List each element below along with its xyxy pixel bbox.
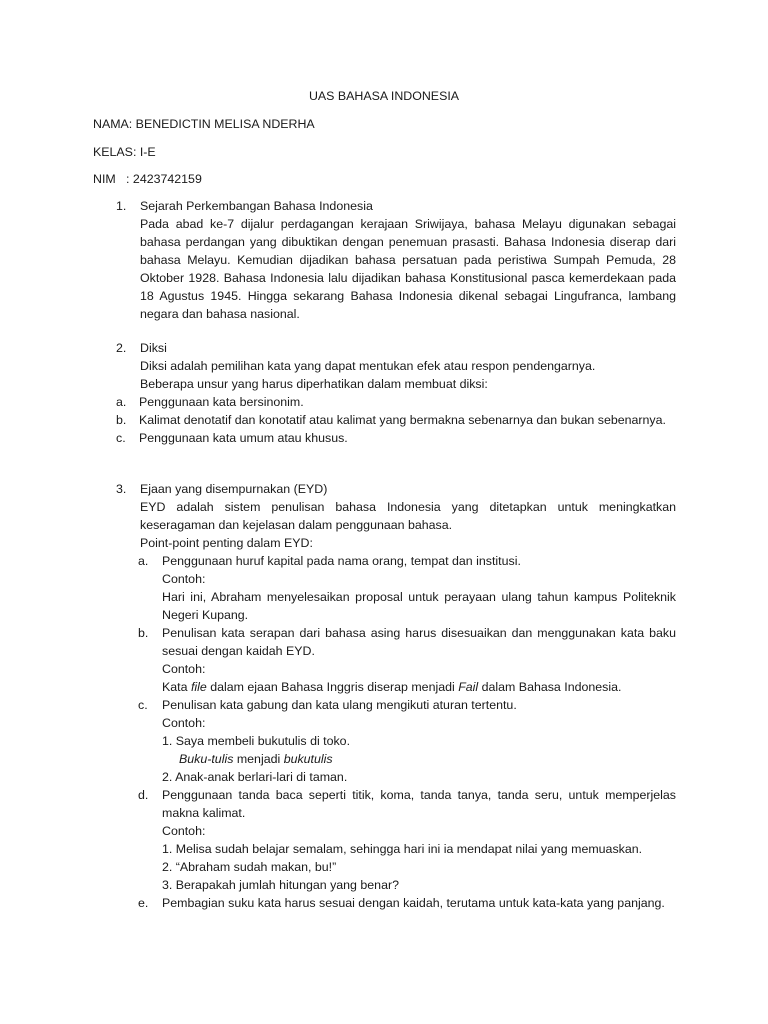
section-heading: Ejaan yang disempurnakan (EYD) xyxy=(140,482,328,496)
list-text: Penulisan kata serapan dari bahasa asing harus disesuaikan dan menggunakan kata baku sesuai dengan kaidah EYD. xyxy=(162,626,676,658)
list-label: a. xyxy=(116,395,127,409)
section-number: 1. xyxy=(116,199,127,213)
list-label: c. xyxy=(116,431,126,445)
list-label: c. xyxy=(138,698,148,712)
list-item xyxy=(116,696,676,786)
section-paragraph: Diksi adalah pemilihan kata yang dapat mentukan efek atau respon pendengarnya. xyxy=(140,359,596,373)
example-text: 1. Saya membeli bukutulis di toko. xyxy=(162,734,351,748)
list-item xyxy=(116,894,676,912)
section-paragraph: Beberapa unsur yang harus diperhatikan dalam membuat diksi: xyxy=(140,377,488,391)
example-label: Contoh: xyxy=(162,572,206,586)
section-1 xyxy=(116,197,676,323)
section-2 xyxy=(116,339,676,447)
list-item xyxy=(116,429,676,447)
section-number: 3. xyxy=(116,482,127,496)
section-number: 2. xyxy=(116,341,127,355)
list-text: Penggunaan kata umum atau khusus. xyxy=(139,431,348,445)
example-label: Contoh: xyxy=(162,824,206,838)
list-text: Penggunaan tanda baca seperti titik, koma, tanda tanya, tanda seru, untuk memperjelas makna kalimat. xyxy=(162,788,676,820)
list-label: b. xyxy=(116,413,127,427)
list-label: d. xyxy=(138,788,149,802)
example-text: 3. Berapakah jumlah hitungan yang benar? xyxy=(162,878,399,892)
example-text: Kata file dalam ejaan Bahasa Inggris diserap menjadi Fail dalam Bahasa Indonesia. xyxy=(162,680,622,694)
student-nim: NIM : 2423742159 xyxy=(93,172,202,186)
section-paragraph: Point-point penting dalam EYD: xyxy=(140,536,313,550)
example-label: Contoh: xyxy=(162,716,206,730)
list-item xyxy=(116,393,676,411)
list-item xyxy=(116,552,676,624)
example-label: Contoh: xyxy=(162,662,206,676)
section-heading: Sejarah Perkembangan Bahasa Indonesia xyxy=(140,199,373,213)
list-label: b. xyxy=(138,626,149,640)
section-paragraph: EYD adalah sistem penulisan bahasa Indonesia yang ditetapkan untuk meningkatkan keseragaman dan kejelasan dalam penggunaan bahasa. xyxy=(140,500,676,532)
section-3 xyxy=(116,480,676,912)
list-item xyxy=(116,411,676,429)
section-paragraph: Pada abad ke-7 dijalur perdagangan kerajaan Sriwijaya, bahasa Melayu digunakan sebagai bahasa perdangan yang dibuktikan dengan penemuan prasasti. Bahasa Indonesia diserap dari bahasa Melayu. Kemudian dijadikan bahasa persatuan pada peristiwa Sumpah Pemuda, 28 Oktober 1928. Bahasa Indonesia lalu dijadikan bahasa Konstitusional pasca kemerdekaan pada 18 Agustus 1945. Hingga sekarang Bahasa Indonesia dikenal sebagai Lingufranca, lambang negara dan bahasa nasional. xyxy=(140,217,676,321)
example-text: 2. “Abraham sudah makan, bu!” xyxy=(162,860,337,874)
list-text: Penggunaan huruf kapital pada nama orang, tempat dan institusi. xyxy=(162,554,521,568)
list-label: e. xyxy=(138,896,149,910)
example-note: Buku-tulis menjadi bukutulis xyxy=(179,752,333,766)
list-text: Kalimat denotatif dan konotatif atau kalimat yang bermakna sebenarnya dan bukan sebenarnya. xyxy=(139,413,666,427)
list-text: Penulisan kata gabung dan kata ulang mengikuti aturan tertentu. xyxy=(162,698,517,712)
list-item xyxy=(116,624,676,696)
list-text: Pembagian suku kata harus sesuai dengan kaidah, terutama untuk kata-kata yang panjang. xyxy=(162,896,665,910)
student-class: KELAS: I-E xyxy=(93,145,156,159)
example-text: Hari ini, Abraham menyelesaikan proposal untuk perayaan ulang tahun kampus Politeknik Negeri Kupang. xyxy=(162,590,676,622)
document-title: UAS BAHASA INDONESIA xyxy=(308,89,460,103)
student-name: NAMA: BENEDICTIN MELISA NDERHA xyxy=(93,117,315,131)
list-label: a. xyxy=(138,554,149,568)
list-text: Penggunaan kata bersinonim. xyxy=(139,395,304,409)
example-text: 2. Anak-anak berlari-lari di taman. xyxy=(162,770,348,784)
section-heading: Diksi xyxy=(140,341,167,355)
example-text: 1. Melisa sudah belajar semalam, sehingga hari ini ia mendapat nilai yang memuaskan. xyxy=(162,842,643,856)
list-item xyxy=(116,786,676,894)
